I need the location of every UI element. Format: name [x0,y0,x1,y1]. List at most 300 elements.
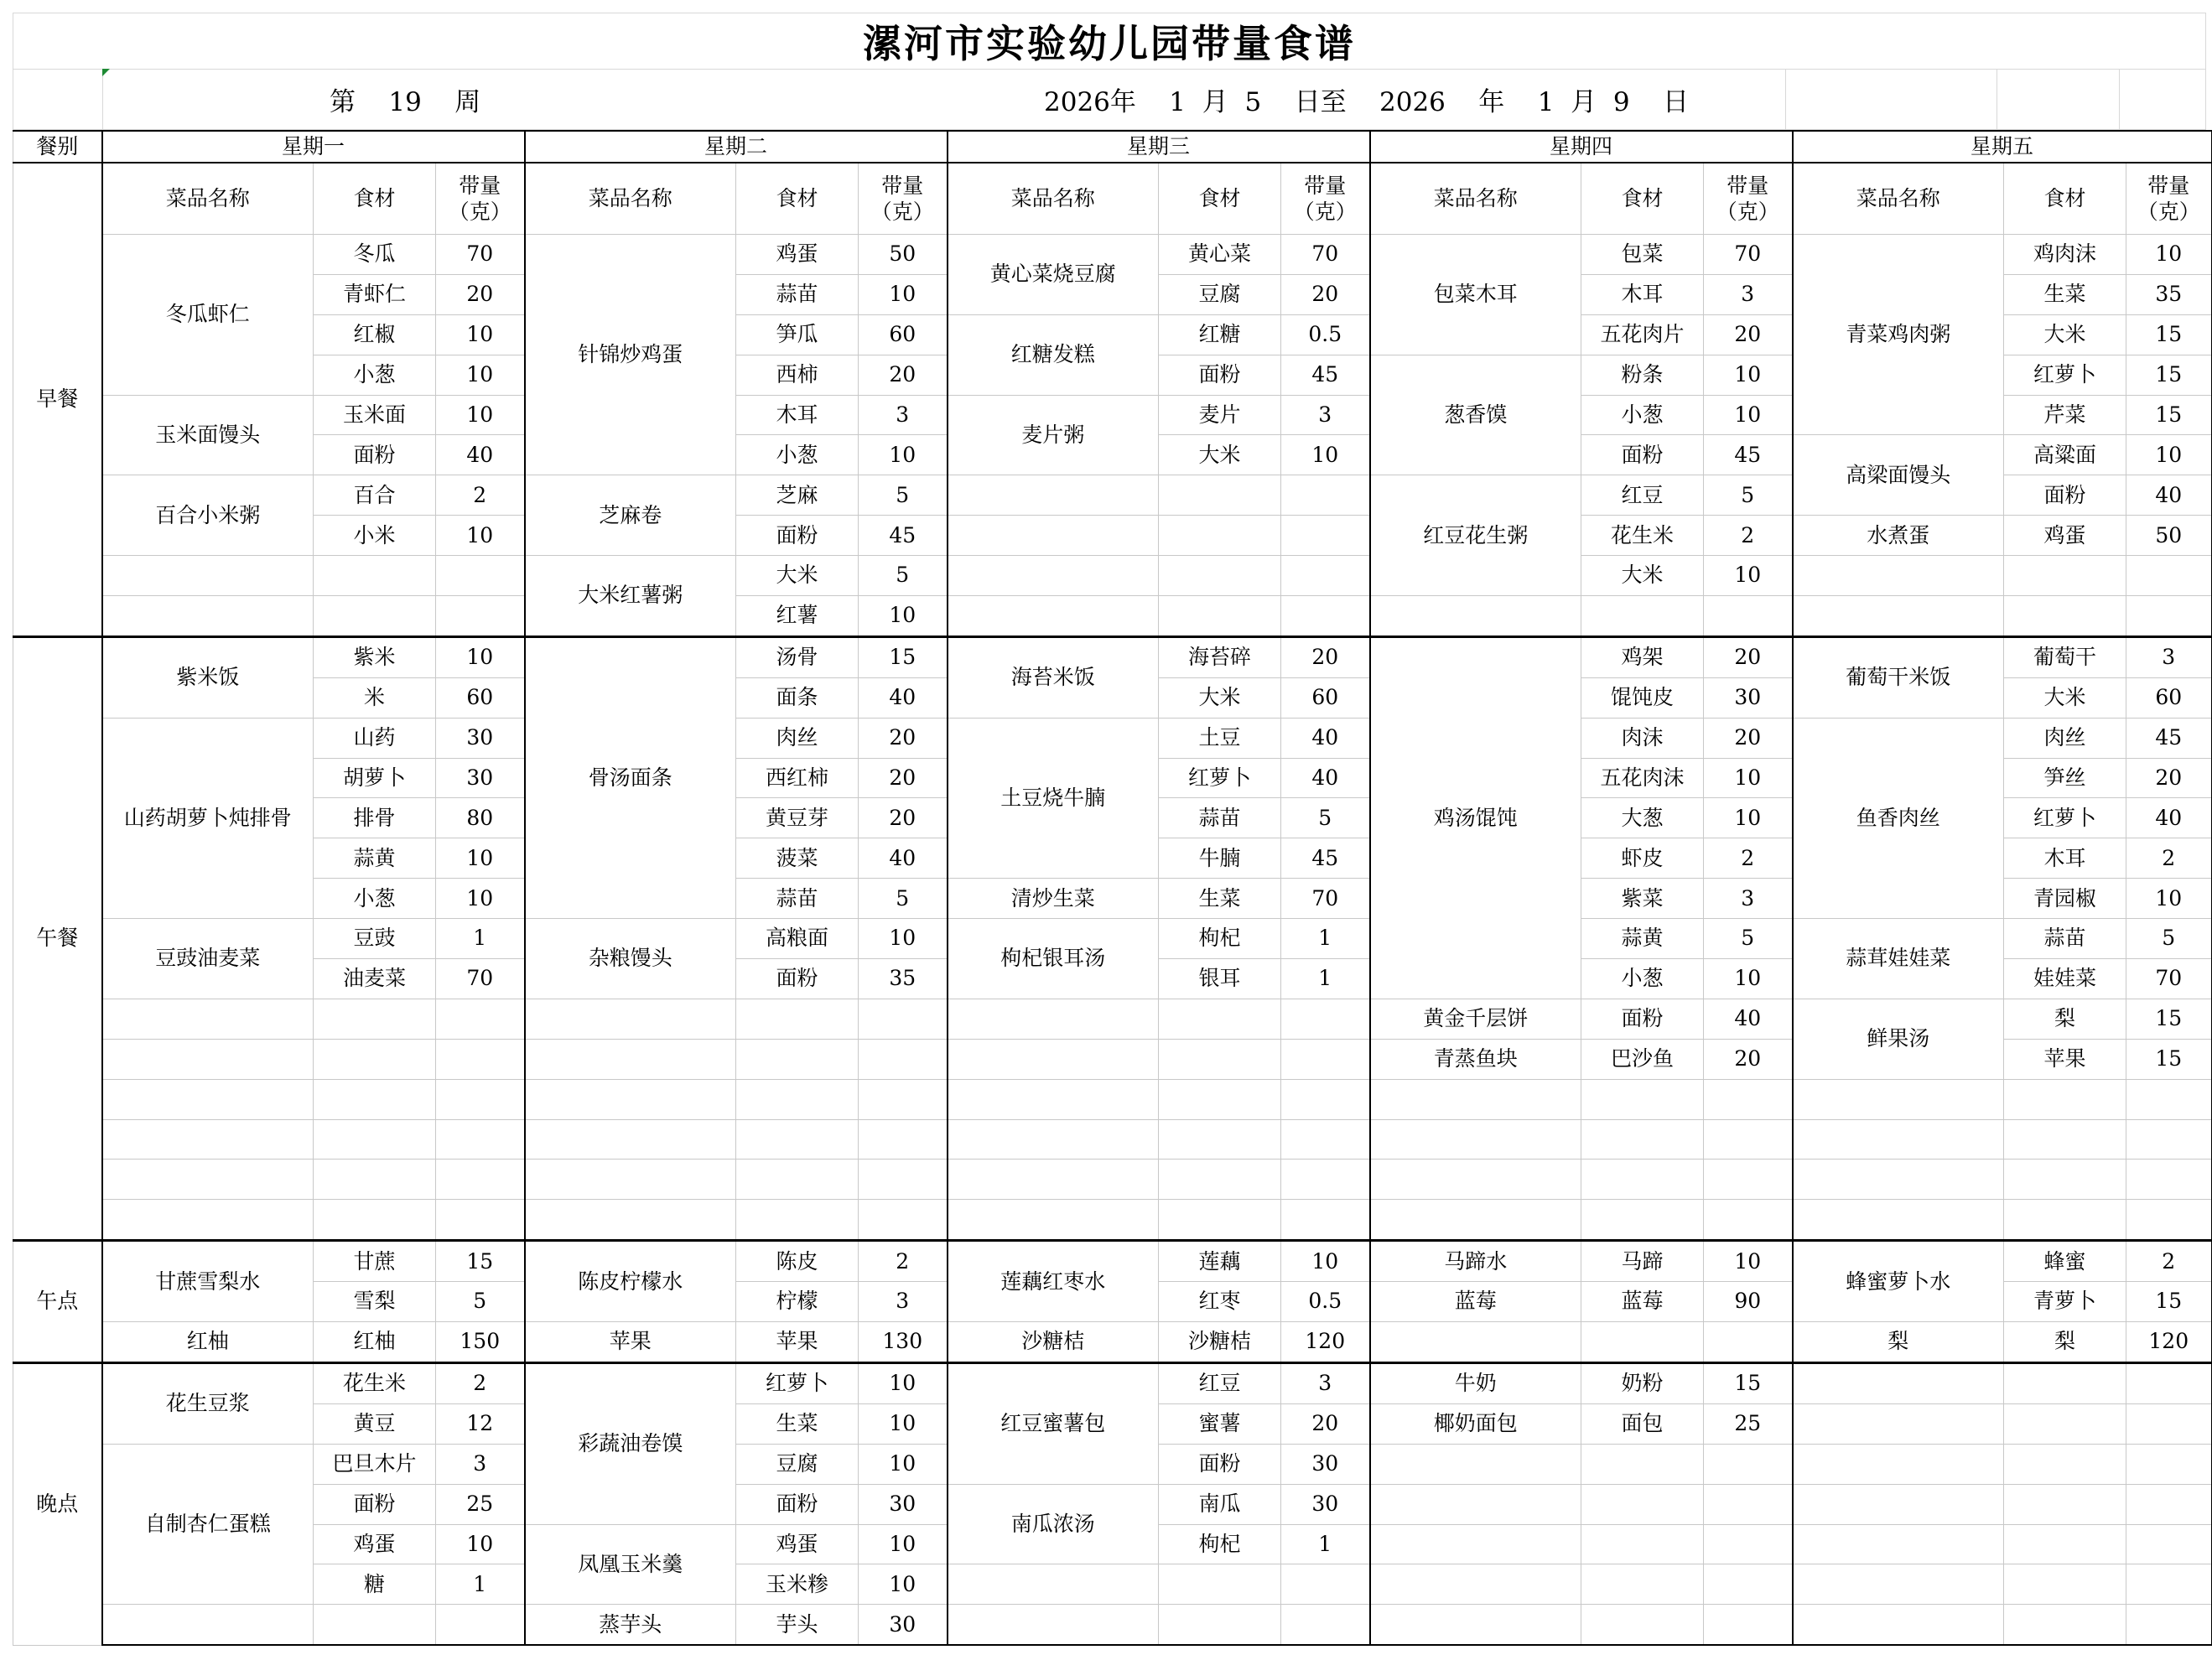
ingredient-amount: 2 [2126,838,2212,879]
ingredient-amount: 60 [436,677,525,718]
ingredient-amount: 130 [859,1322,948,1363]
ingredient-amount: 70 [436,959,525,999]
menu-row [13,636,2212,677]
date-range: 2026年 1 月 5 日至 2026 年 1 月 9 日 [1044,87,1690,117]
ingredient-name: 豆豉 [314,919,436,959]
ingredient-amount: 50 [2126,516,2212,556]
dish-name: 针锦炒鸡蛋 [525,235,736,475]
empty-cell [2004,1564,2126,1605]
ingredient-amount: 10 [859,596,948,637]
empty-cell [1159,1039,1281,1079]
ingredient-name: 笋瓜 [736,314,859,355]
dish-name: 土豆烧牛腩 [948,718,1159,879]
empty-cell [1370,596,1581,637]
ingredient-name: 巴旦木片 [314,1444,436,1484]
ingredient-name: 蒜黄 [1581,919,1704,959]
ingredient-name: 芝麻 [736,475,859,516]
empty-cell [1793,1200,2004,1241]
ingredient-amount: 10 [436,838,525,879]
dish-name: 梨 [1793,1322,2004,1363]
empty-cell [1281,475,1370,516]
ingredient-name: 山药 [314,718,436,758]
ingredient-amount: 20 [859,718,948,758]
ingredient-amount: 3 [1704,879,1793,919]
ingredient-name: 黄心菜 [1159,235,1281,275]
ingredient-amount: 60 [1281,677,1370,718]
menu-row [13,1200,2212,1241]
ingredient-name: 大米 [1159,435,1281,475]
empty-cell [1793,1362,2004,1403]
empty-cell [2126,1403,2212,1444]
empty-cell [1281,1605,1370,1645]
ingredient-name: 蓝莓 [1581,1282,1704,1322]
empty-cell [1370,1564,1581,1605]
empty-cell [859,1079,948,1119]
dish-name: 花生豆浆 [102,1362,314,1444]
empty-cell [525,1119,736,1160]
ingredient-amount: 50 [859,235,948,275]
ingredient-amount: 3 [436,1444,525,1484]
empty-cell [102,1160,314,1200]
ingredient-amount: 10 [1281,1241,1370,1282]
ingredient-name: 红萝卜 [736,1362,859,1403]
ingredient-name: 小葱 [1581,959,1704,999]
ingredient-name: 苹果 [736,1322,859,1363]
empty-cell [1793,1079,2004,1119]
empty-cell [948,1200,1159,1241]
ingredient-name: 生菜 [2004,274,2126,314]
dish-name: 鲜果汤 [1793,999,2004,1079]
empty-cell [1793,1160,2004,1200]
ingredient-name: 芹菜 [2004,395,2126,435]
ingredient-name: 红枣 [1159,1282,1281,1322]
dish-name: 黄心菜烧豆腐 [948,235,1159,315]
menu-row [13,1564,2212,1605]
ingredient-name: 肉丝 [736,718,859,758]
empty-cell [1581,1444,1704,1484]
empty-cell [1793,1403,2004,1444]
ingredient-name: 面粉 [1581,999,1704,1039]
ingredient-name: 苹果 [2004,1039,2126,1079]
dish-name: 莲藕红枣水 [948,1241,1159,1322]
ingredient-name: 南瓜 [1159,1484,1281,1524]
menu-row [13,1484,2212,1524]
ingredient-name: 梨 [2004,999,2126,1039]
empty-cell [1704,1605,1793,1645]
empty-cell [948,475,1159,516]
ingredient-amount: 70 [2126,959,2212,999]
empty-cell [948,1605,1159,1645]
ingredient-name: 虾皮 [1581,838,1704,879]
ingredient-amount: 20 [1704,636,1793,677]
ingredient-header: 食材 [314,163,436,235]
ingredient-name: 红萝卜 [1159,758,1281,798]
page-title: 漯河市实验幼儿园带量食谱 [13,13,2206,69]
empty-cell [948,1564,1159,1605]
ingredient-amount: 20 [1704,1039,1793,1079]
dish-name: 山药胡萝卜炖排骨 [102,718,314,918]
empty-cell [2126,1119,2212,1160]
ingredient-name: 面粉 [736,516,859,556]
ingredient-amount: 10 [1704,1241,1793,1282]
empty-cell [436,556,525,596]
ingredient-amount: 10 [436,1524,525,1564]
menu-row [13,1605,2212,1645]
ingredient-amount: 1 [436,1564,525,1605]
ingredient-name: 面粉 [1159,1444,1281,1484]
ingredient-amount: 3 [859,1282,948,1322]
ingredient-amount: 10 [859,919,948,959]
ingredient-name: 蜂蜜 [2004,1241,2126,1282]
menu-row [13,718,2212,758]
ingredient-amount: 10 [436,355,525,395]
ingredient-name: 肉沫 [1581,718,1704,758]
empty-cell [1581,1119,1704,1160]
empty-cell [859,1119,948,1160]
ingredient-name: 鸡蛋 [736,235,859,275]
dish-name: 彩蔬油卷馍 [525,1362,736,1524]
ingredient-name: 面包 [1581,1403,1704,1444]
empty-cell [736,1160,859,1200]
amount-header [436,163,525,235]
ingredient-amount: 20 [436,274,525,314]
empty-cell [736,999,859,1039]
ingredient-name: 米 [314,677,436,718]
ingredient-amount: 60 [2126,677,2212,718]
empty-cell [102,1200,314,1241]
dish-name: 椰奶面包 [1370,1403,1581,1444]
ingredient-name: 大葱 [1581,798,1704,838]
dish-name: 红糖发糕 [948,314,1159,395]
empty-cell [102,1605,314,1645]
ingredient-amount: 45 [859,516,948,556]
dish-name-header: 菜品名称 [1793,163,2004,235]
empty-cell [1370,1484,1581,1524]
amount-header [1704,163,1793,235]
empty-cell [1159,1160,1281,1200]
ingredient-name: 蒜苗 [736,274,859,314]
empty-cell [1581,1484,1704,1524]
ingredient-amount: 20 [859,355,948,395]
ingredient-amount: 30 [436,758,525,798]
ingredient-amount: 40 [2126,798,2212,838]
empty-cell [314,596,436,637]
empty-cell [736,1079,859,1119]
ingredient-name: 百合 [314,475,436,516]
empty-cell [1581,1200,1704,1241]
menu-table [13,130,2212,1646]
empty-cell [1370,1605,1581,1645]
dish-name: 葡萄干米饭 [1793,636,2004,718]
empty-cell [2004,1524,2126,1564]
ingredient-amount: 30 [1281,1484,1370,1524]
ingredient-name: 红萝卜 [2004,798,2126,838]
ingredient-name: 麦片 [1159,395,1281,435]
day-header-row [13,131,2212,163]
ingredient-amount: 0.5 [1281,314,1370,355]
empty-cell [1281,1039,1370,1079]
ingredient-amount: 35 [2126,274,2212,314]
amount-header-label: 带量（克） [1293,173,1357,224]
ingredient-amount: 3 [1281,1362,1370,1403]
ingredient-amount: 2 [859,1241,948,1282]
empty-cell [948,1079,1159,1119]
ingredient-amount: 10 [1704,798,1793,838]
empty-cell [525,999,736,1039]
dish-name: 牛奶 [1370,1362,1581,1403]
ingredient-amount: 25 [436,1484,525,1524]
dish-name: 红柚 [102,1322,314,1363]
dish-name: 清炒生菜 [948,879,1159,919]
ingredient-name: 红薯 [736,596,859,637]
ingredient-name: 娃娃菜 [2004,959,2126,999]
ingredient-amount: 2 [1704,516,1793,556]
ingredient-amount: 10 [1704,959,1793,999]
ingredient-name: 小米 [314,516,436,556]
ingredient-amount: 5 [1281,798,1370,838]
ingredient-name: 红豆 [1581,475,1704,516]
ingredient-name: 红萝卜 [2004,355,2126,395]
empty-cell [1159,475,1281,516]
ingredient-name: 红柚 [314,1322,436,1363]
empty-cell [948,1160,1159,1200]
dish-name: 百合小米粥 [102,475,314,556]
empty-cell [2126,1484,2212,1524]
menu-row [13,235,2212,275]
ingredient-name: 花生米 [1581,516,1704,556]
dish-name: 甘蔗雪梨水 [102,1241,314,1322]
empty-cell [2004,1160,2126,1200]
ingredient-name: 笋丝 [2004,758,2126,798]
empty-cell [1704,1200,1793,1241]
empty-cell [1704,1079,1793,1119]
empty-cell [314,1039,436,1079]
ingredient-amount: 10 [436,879,525,919]
dish-name: 蓝莓 [1370,1282,1581,1322]
ingredient-name: 花生米 [314,1362,436,1403]
dish-name: 麦片粥 [948,395,1159,475]
ingredient-amount: 45 [1281,838,1370,879]
ingredient-amount: 90 [1704,1282,1793,1322]
empty-cell [1704,1524,1793,1564]
ingredient-amount: 10 [436,395,525,435]
ingredient-amount: 20 [1704,314,1793,355]
dish-name: 葱香馍 [1370,355,1581,475]
ingredient-amount: 15 [2126,314,2212,355]
empty-cell [1581,596,1704,637]
ingredient-amount: 10 [2126,435,2212,475]
dish-name: 冬瓜虾仁 [102,235,314,396]
amount-header-label: 带量（克） [1716,173,1779,224]
empty-cell [1370,1119,1581,1160]
empty-cell [2126,596,2212,637]
ingredient-amount: 40 [859,677,948,718]
day-header-3: 星期三 [948,131,1370,163]
ingredient-amount: 45 [1281,355,1370,395]
ingredient-amount: 10 [1704,395,1793,435]
empty-cell [1281,1200,1370,1241]
empty-cell [525,1160,736,1200]
empty-cell [2004,1403,2126,1444]
ingredient-name: 排骨 [314,798,436,838]
ingredient-name: 小葱 [1581,395,1704,435]
dish-name: 枸杞银耳汤 [948,919,1159,999]
dish-name: 陈皮柠檬水 [525,1241,736,1322]
empty-cell [1281,556,1370,596]
ingredient-amount: 40 [1281,758,1370,798]
ingredient-name: 青虾仁 [314,274,436,314]
menu-row [13,516,2212,556]
empty-cell [2126,1524,2212,1564]
ingredient-amount: 2 [436,1362,525,1403]
empty-cell [736,1119,859,1160]
ingredient-amount: 80 [436,798,525,838]
empty-cell [1281,999,1370,1039]
ingredient-amount: 120 [2126,1322,2212,1363]
ingredient-amount: 45 [2126,718,2212,758]
dish-name: 蒸芋头 [525,1605,736,1645]
ingredient-name: 汤骨 [736,636,859,677]
ingredient-name: 玉米糁 [736,1564,859,1605]
ingredient-name: 面粉 [314,435,436,475]
empty-cell [1281,516,1370,556]
ingredient-amount: 10 [859,274,948,314]
ingredient-name: 黄豆 [314,1403,436,1444]
empty-cell [2004,1605,2126,1645]
dish-name: 沙糖桔 [948,1322,1159,1363]
dish-name-header: 菜品名称 [525,163,736,235]
ingredient-amount: 15 [1704,1362,1793,1403]
dish-name: 包菜木耳 [1370,235,1581,355]
ingredient-amount: 15 [859,636,948,677]
ingredient-name: 枸杞 [1159,1524,1281,1564]
empty-cell [2004,1484,2126,1524]
ingredient-name: 馄饨皮 [1581,677,1704,718]
ingredient-amount: 15 [2126,1039,2212,1079]
ingredient-amount: 30 [1281,1444,1370,1484]
ingredient-name: 柠檬 [736,1282,859,1322]
ingredient-name: 高粮面 [736,919,859,959]
ingredient-amount: 1 [1281,959,1370,999]
dish-name: 杂粮馒头 [525,919,736,999]
meal-label: 午餐 [13,636,102,1240]
cell-comment-marker [102,69,110,76]
column-header-row [13,163,2212,235]
ingredient-amount: 40 [1281,718,1370,758]
empty-cell [859,1200,948,1241]
empty-cell [436,1160,525,1200]
empty-cell [525,1039,736,1079]
ingredient-amount: 10 [436,636,525,677]
ingredient-amount: 70 [436,235,525,275]
ingredient-name: 枸杞 [1159,919,1281,959]
empty-cell [102,1079,314,1119]
ingredient-amount: 40 [859,838,948,879]
ingredient-amount: 10 [2126,235,2212,275]
ingredient-amount: 45 [1704,435,1793,475]
ingredient-amount: 30 [1704,677,1793,718]
empty-cell [1159,1079,1281,1119]
ingredient-amount: 5 [859,556,948,596]
ingredient-amount: 10 [859,435,948,475]
empty-cell [525,1079,736,1119]
ingredient-name: 五花肉片 [1581,314,1704,355]
ingredient-name: 红糖 [1159,314,1281,355]
ingredient-amount: 40 [2126,475,2212,516]
ingredient-amount: 70 [1281,235,1370,275]
ingredient-name: 豆腐 [1159,274,1281,314]
meal-label: 晚点 [13,1362,102,1645]
ingredient-name: 面粉 [736,1484,859,1524]
ingredient-amount: 12 [436,1403,525,1444]
empty-cell [2004,1444,2126,1484]
dish-name: 南瓜浓汤 [948,1484,1159,1564]
ingredient-name: 青园椒 [2004,879,2126,919]
empty-cell [436,1200,525,1241]
ingredient-amount: 70 [1704,235,1793,275]
ingredient-name: 西柿 [736,355,859,395]
ingredient-amount: 20 [2126,758,2212,798]
meal-label: 午点 [13,1241,102,1363]
empty-cell [102,999,314,1039]
ingredient-amount: 20 [1281,636,1370,677]
ingredient-amount: 10 [1704,758,1793,798]
empty-cell [2126,1362,2212,1403]
empty-cell [2126,1444,2212,1484]
ingredient-amount: 10 [859,1403,948,1444]
empty-cell [1159,556,1281,596]
ingredient-amount: 70 [1281,879,1370,919]
ingredient-name: 蒜苗 [736,879,859,919]
ingredient-name: 马蹄 [1581,1241,1704,1282]
ingredient-name: 豆腐 [736,1444,859,1484]
empty-cell [2004,1362,2126,1403]
empty-cell [1281,1119,1370,1160]
ingredient-name: 蜜薯 [1159,1403,1281,1444]
menu-row [13,1241,2212,1282]
ingredient-name: 红豆 [1159,1362,1281,1403]
ingredient-amount: 1 [1281,919,1370,959]
empty-cell [314,1119,436,1160]
empty-cell [859,1160,948,1200]
ingredient-amount: 20 [1704,718,1793,758]
empty-cell [1281,1079,1370,1119]
dish-name: 鸡汤馄饨 [1370,636,1581,999]
ingredient-amount: 10 [1704,556,1793,596]
ingredient-name: 大米 [1159,677,1281,718]
dish-name: 大米红薯粥 [525,556,736,637]
ingredient-amount: 5 [436,1282,525,1322]
amount-header-label: 带量（克） [2137,173,2200,224]
dish-name: 黄金千层饼 [1370,999,1581,1039]
empty-cell [1581,1160,1704,1200]
ingredient-name: 银耳 [1159,959,1281,999]
dish-name: 自制杏仁蛋糕 [102,1444,314,1605]
ingredient-amount: 5 [859,879,948,919]
empty-cell [2126,1564,2212,1605]
menu-row [13,919,2212,959]
ingredient-name: 莲藕 [1159,1241,1281,1282]
empty-cell [1581,1564,1704,1605]
empty-cell [1159,596,1281,637]
empty-cell [1793,1444,2004,1484]
empty-cell [102,596,314,637]
ingredient-amount: 10 [1704,355,1793,395]
ingredient-header: 食材 [2004,163,2126,235]
ingredient-amount: 2 [1704,838,1793,879]
amount-header [859,163,948,235]
ingredient-name: 胡萝卜 [314,758,436,798]
